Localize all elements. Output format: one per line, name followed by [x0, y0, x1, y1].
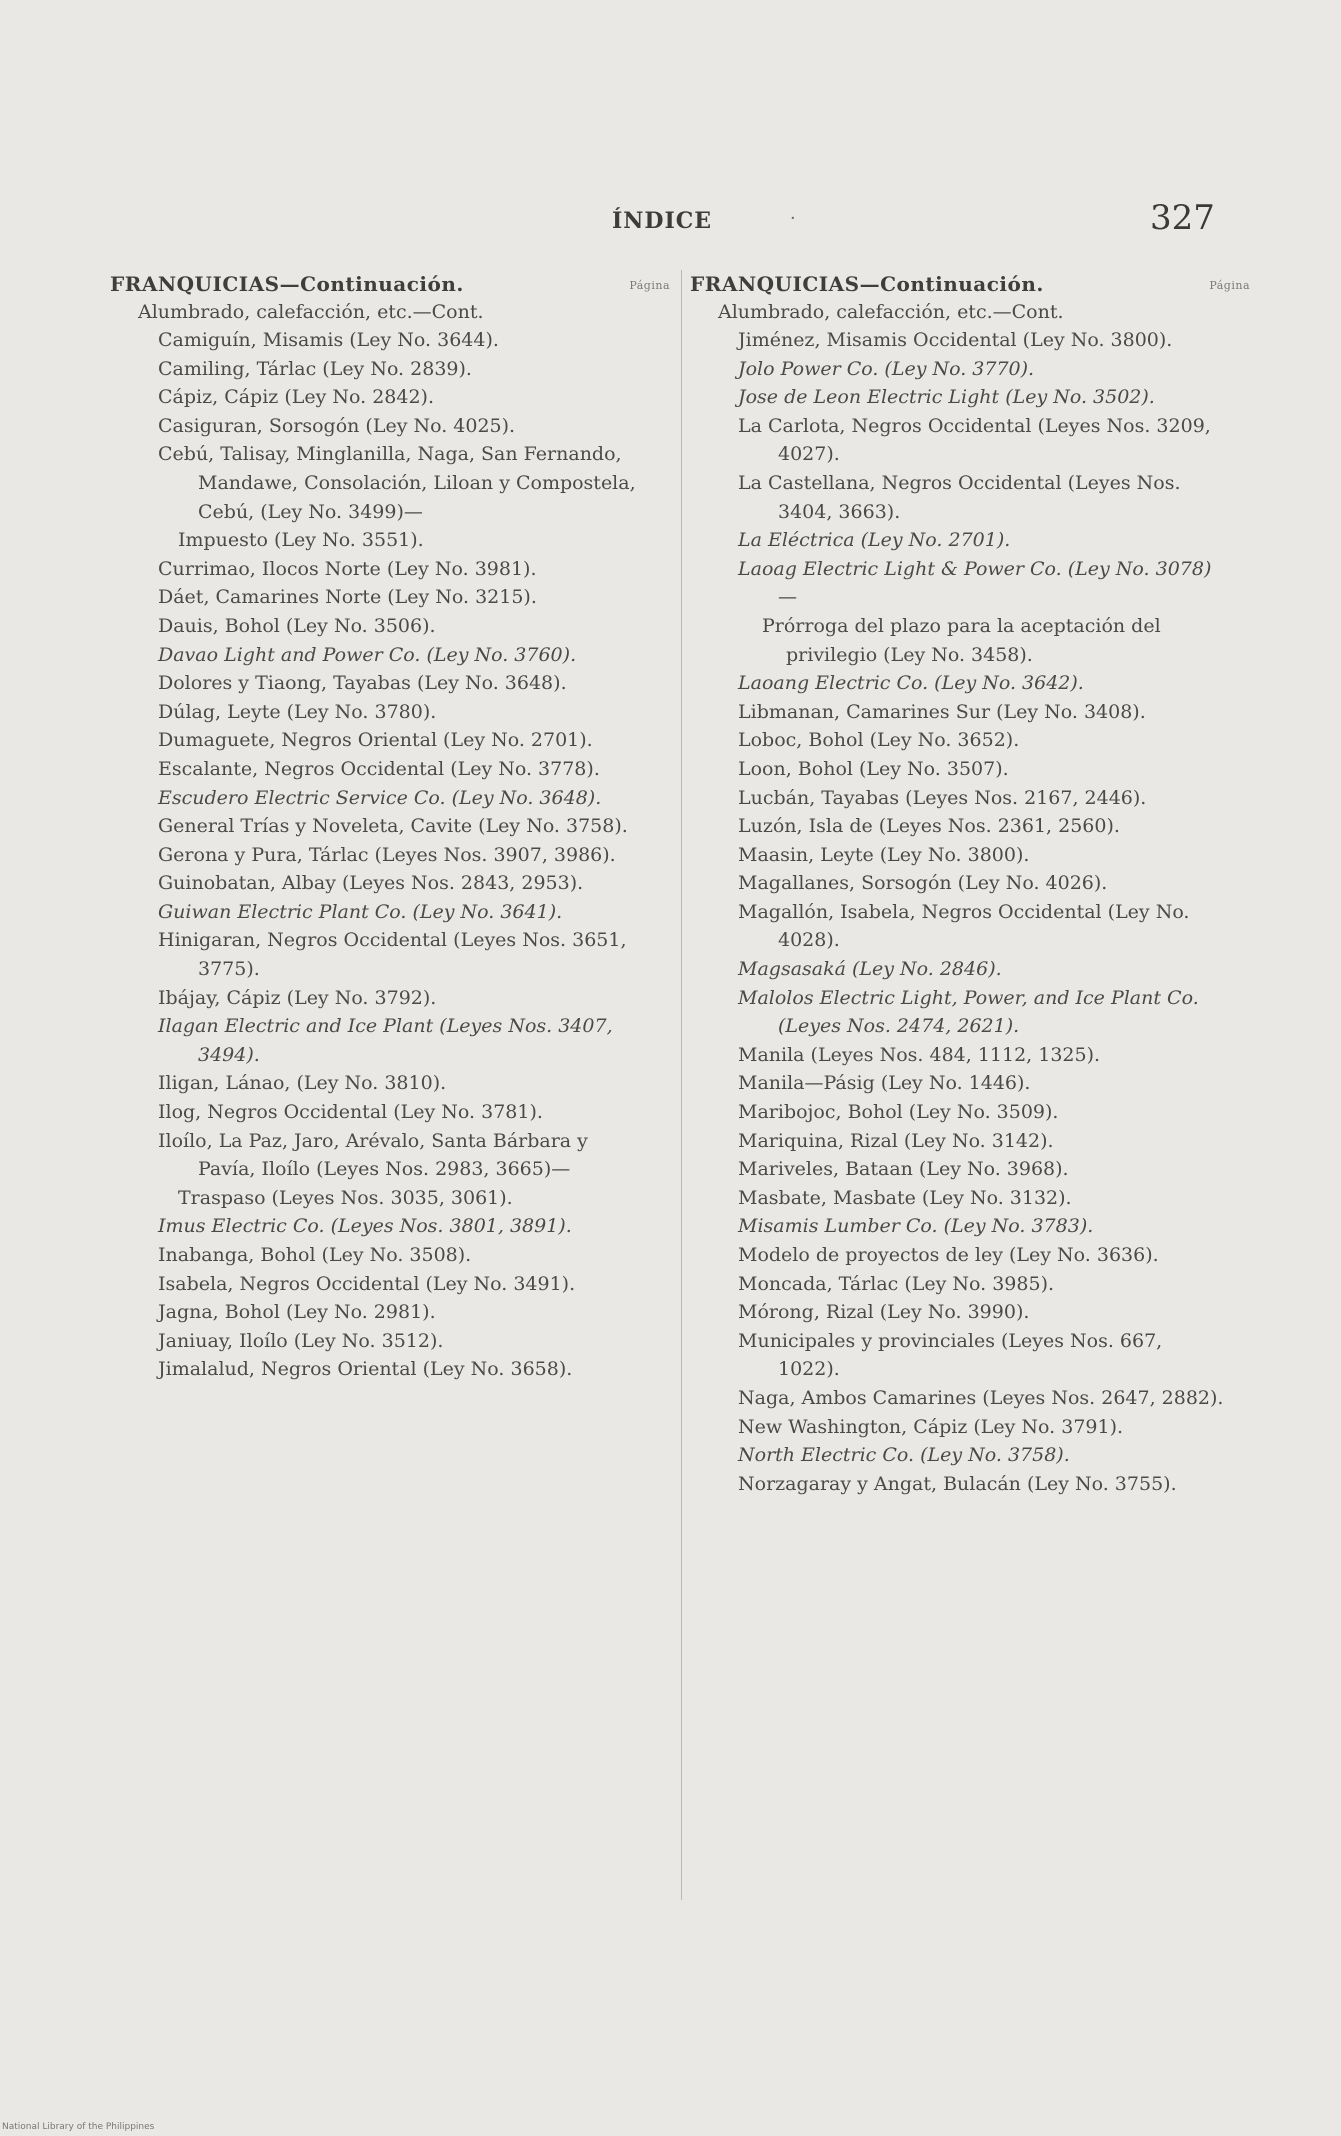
index-entry: Ilagan Electric and Ice Plant (Leyes Nos. 3407, 3494).	[158, 1015, 613, 1066]
header-dot: ·	[790, 208, 796, 229]
index-entry: Camiling, Tárlac (Ley No. 2839).	[158, 357, 472, 380]
index-entry: Mariquina, Rizal (Ley No. 3142).	[738, 1129, 1054, 1152]
index-entry: Malolos Electric Light, Power, and Ice Plant Co. (Leyes Nos. 2474, 2621).	[738, 986, 1199, 1038]
index-entry: Magallón, Isabela, Negros Occidental (Ley No. 4028).	[738, 900, 1190, 952]
right-column	[690, 270, 1250, 1498]
index-entry: La Carlota, Negros Occidental (Leyes Nos. 3209, 4027).	[738, 414, 1211, 466]
left-entry-list	[110, 326, 670, 1384]
index-entry: Escalante, Negros Occidental (Ley No. 3778).	[158, 757, 600, 780]
right-entry-list	[690, 326, 1250, 1498]
index-entry: Casiguran, Sorsogón (Ley No. 4025).	[158, 414, 516, 437]
index-entry: Libmanan, Camarines Sur (Ley No. 3408).	[738, 700, 1146, 723]
index-entry: Isabela, Negros Occidental (Ley No. 3491).	[158, 1272, 576, 1295]
index-entry: Iligan, Lánao, (Ley No. 3810).	[158, 1072, 447, 1095]
index-entry: Ilog, Negros Occidental (Ley No. 3781).	[158, 1101, 543, 1124]
index-entry: Janiuay, Iloílo (Ley No. 3512).	[158, 1329, 444, 1352]
index-entry: Davao Light and Power Co. (Ley No. 3760).	[158, 643, 577, 666]
index-entry: Camiguín, Misamis (Ley No. 3644).	[158, 329, 499, 351]
index-entry: Municipales y provinciales (Leyes Nos. 667, 1022).	[738, 1329, 1163, 1381]
index-entry: Manila—Pásig (Ley No. 1446).	[738, 1072, 1031, 1095]
page-title: ÍNDICE	[612, 208, 713, 234]
index-entry: Ibájay, Cápiz (Ley No. 3792).	[158, 986, 437, 1009]
index-entry: Misamis Lumber Co. (Ley No. 3783).	[738, 1215, 1094, 1238]
index-entry: Laoang Electric Co. (Ley No. 3642).	[738, 672, 1084, 695]
index-entry: Maribojoc, Bohol (Ley No. 3509).	[738, 1101, 1059, 1124]
index-entry: Inabanga, Bohol (Ley No. 3508).	[158, 1244, 472, 1266]
index-entry: Impuesto (Ley No. 3551).	[178, 529, 424, 552]
index-entry: Jiménez, Misamis Occidental (Ley No. 3800).	[738, 329, 1173, 351]
index-entry: Cebú, Talisay, Minglanilla, Naga, San Fernando, Mandawe, Consolación, Liloan y Compostela, Cebú, (Ley No. 3499)—	[158, 443, 636, 523]
index-entry: La Castellana, Negros Occidental (Leyes Nos. 3404, 3663).	[738, 471, 1181, 523]
index-entry: Mariveles, Bataan (Ley No. 3968).	[738, 1158, 1069, 1181]
index-entry: Lucbán, Tayabas (Leyes Nos. 2167, 2446).	[738, 786, 1147, 809]
left-subheading: Alumbrado, calefacción, etc.—Cont.	[138, 301, 484, 323]
left-pagina-label: Página	[629, 279, 670, 292]
index-entry: Laoag Electric Light & Power Co. (Ley No. 3078)—	[738, 557, 1212, 609]
index-entry: Currimao, Ilocos Norte (Ley No. 3981).	[158, 557, 537, 580]
index-entry: Dolores y Tiaong, Tayabas (Ley No. 3648).	[158, 672, 567, 695]
left-column	[110, 270, 670, 1384]
library-footer-mark: National Library of the Philippines	[2, 2122, 155, 2132]
index-entry: Moncada, Tárlac (Ley No. 3985).	[738, 1272, 1055, 1295]
index-entry: Dauis, Bohol (Ley No. 3506).	[158, 614, 436, 637]
index-entry: Mórong, Rizal (Ley No. 3990).	[738, 1301, 1030, 1324]
index-entry: Iloílo, La Paz, Jaro, Arévalo, Santa Bárbara y Pavía, Iloílo (Leyes Nos. 2983, 3665)—	[158, 1129, 588, 1181]
index-entry: Loboc, Bohol (Ley No. 3652).	[738, 729, 1020, 752]
index-entry: Hinigaran, Negros Occidental (Leyes Nos. 3651, 3775).	[158, 929, 627, 981]
left-heading-text: FRANQUICIAS—Continuación.	[110, 272, 464, 296]
index-entry: Dúlag, Leyte (Ley No. 3780).	[158, 700, 437, 723]
index-entry: Norzagaray y Angat, Bulacán (Ley No. 3755).	[738, 1472, 1177, 1495]
index-entry: Magallanes, Sorsogón (Ley No. 4026).	[738, 872, 1108, 895]
index-entry: Cápiz, Cápiz (Ley No. 2842).	[158, 386, 435, 409]
right-column-heading	[690, 270, 1250, 298]
left-column-heading	[110, 270, 670, 298]
index-entry: Magsasaká (Ley No. 2846).	[738, 958, 1002, 981]
index-entry: Traspaso (Leyes Nos. 3035, 3061).	[178, 1186, 513, 1209]
right-subheading: Alumbrado, calefacción, etc.—Cont.	[718, 301, 1064, 323]
index-entry: Manila (Leyes Nos. 484, 1112, 1325).	[738, 1043, 1101, 1066]
index-entry: Jagna, Bohol (Ley No. 2981).	[158, 1301, 436, 1324]
index-entry: Imus Electric Co. (Leyes Nos. 3801, 3891).	[158, 1215, 572, 1238]
index-entry: New Washington, Cápiz (Ley No. 3791).	[738, 1415, 1124, 1438]
index-entry: Naga, Ambos Camarines (Leyes Nos. 2647, 2882).	[738, 1386, 1224, 1409]
index-entry: General Trías y Noveleta, Cavite (Ley No. 3758).	[158, 815, 628, 838]
right-heading-text: FRANQUICIAS—Continuación.	[690, 272, 1044, 296]
index-entry: Guiwan Electric Plant Co. (Ley No. 3641).	[158, 900, 563, 923]
index-entry: Jolo Power Co. (Ley No. 3770).	[738, 357, 1035, 380]
index-entry: Gerona y Pura, Tárlac (Leyes Nos. 3907, 3986).	[158, 843, 616, 866]
index-entry: Luzón, Isla de (Leyes Nos. 2361, 2560).	[738, 815, 1120, 838]
index-entry: Masbate, Masbate (Ley No. 3132).	[738, 1186, 1072, 1209]
index-entry: La Eléctrica (Ley No. 2701).	[738, 529, 1011, 552]
index-entry: Jose de Leon Electric Light (Ley No. 3502).	[738, 386, 1155, 409]
index-entry: Maasin, Leyte (Ley No. 3800).	[738, 843, 1030, 866]
index-entry: Dumaguete, Negros Oriental (Ley No. 2701).	[158, 729, 593, 752]
right-pagina-label: Página	[1209, 279, 1250, 292]
index-entry: Jimalalud, Negros Oriental (Ley No. 3658).	[158, 1358, 573, 1381]
index-entry: Loon, Bohol (Ley No. 3507).	[738, 757, 1009, 780]
index-entry: Modelo de proyectos de ley (Ley No. 3636).	[738, 1244, 1159, 1266]
index-entry: Escudero Electric Service Co. (Ley No. 3648).	[158, 786, 602, 809]
index-entry: Dáet, Camarines Norte (Ley No. 3215).	[158, 586, 537, 609]
index-entry: North Electric Co. (Ley No. 3758).	[738, 1444, 1070, 1467]
index-entry: Guinobatan, Albay (Leyes Nos. 2843, 2953).	[158, 872, 584, 895]
index-entry: Prórroga del plazo para la aceptación del privilegio (Ley No. 3458).	[762, 614, 1161, 666]
page-number: 327	[1150, 198, 1215, 238]
column-divider	[681, 270, 682, 1900]
